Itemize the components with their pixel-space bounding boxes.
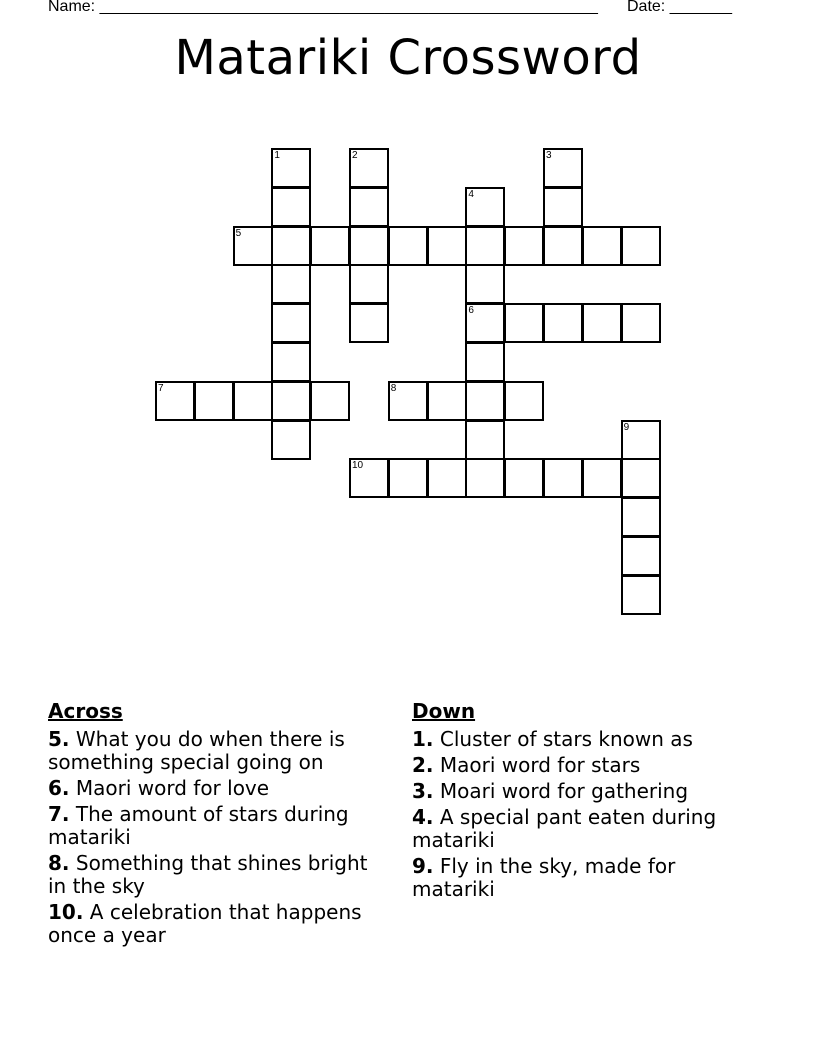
crossword-cell[interactable]	[271, 226, 311, 266]
crossword-cell[interactable]	[388, 458, 428, 498]
clue-number: 7.	[48, 802, 70, 826]
crossword-cell[interactable]	[427, 226, 467, 266]
clue-number: 4.	[412, 805, 434, 829]
crossword-cell[interactable]	[427, 458, 467, 498]
crossword-cell[interactable]	[194, 381, 234, 421]
crossword-cell[interactable]	[310, 381, 350, 421]
cell-number: 7	[158, 382, 164, 394]
crossword-cell[interactable]	[621, 458, 661, 498]
crossword-cell[interactable]	[465, 420, 505, 460]
clue-text: A celebration that happens once a year	[48, 900, 362, 947]
crossword-cell[interactable]	[465, 303, 505, 343]
crossword-cell[interactable]	[504, 303, 544, 343]
crossword-cell[interactable]	[465, 458, 505, 498]
clue-item	[48, 901, 388, 947]
down-clues	[412, 700, 752, 904]
clue-item	[412, 780, 752, 803]
crossword-cell[interactable]	[465, 381, 505, 421]
cell-number: 8	[390, 382, 397, 394]
crossword-cell[interactable]	[233, 226, 273, 266]
crossword-cell[interactable]	[271, 264, 311, 304]
cell-number: 5	[235, 227, 242, 239]
clue-text: Fly in the sky, made for matariki	[412, 854, 676, 901]
crossword-cell[interactable]	[388, 226, 428, 266]
crossword-cell[interactable]	[465, 264, 505, 304]
cell-number: 6	[468, 305, 474, 317]
clue-number: 1.	[412, 727, 434, 751]
across-heading: Across	[48, 699, 123, 723]
crossword-cell[interactable]	[465, 226, 505, 266]
across-clues	[48, 700, 388, 950]
crossword-cell[interactable]	[349, 148, 389, 188]
clue-item	[412, 855, 752, 901]
crossword-cell[interactable]	[271, 187, 311, 227]
crossword-cell[interactable]	[271, 148, 311, 188]
clue-number: 5.	[48, 727, 70, 751]
crossword-cell[interactable]	[504, 458, 544, 498]
crossword-cell[interactable]	[349, 458, 389, 498]
crossword-cell[interactable]	[543, 148, 583, 188]
clue-text: What you do when there is something special going on	[48, 727, 345, 774]
crossword-cell[interactable]	[504, 381, 544, 421]
cell-number: 2	[352, 150, 358, 161]
crossword-cell[interactable]	[310, 226, 350, 266]
crossword-cell[interactable]	[388, 381, 428, 421]
crossword-cell[interactable]	[543, 226, 583, 266]
crossword-cell[interactable]	[543, 303, 583, 343]
crossword-cell[interactable]	[582, 458, 622, 498]
page-title: Matariki Crossword	[174, 30, 642, 86]
clue-text: Maori word for stars	[433, 753, 641, 777]
clue-text: Something that shines bright in the sky	[48, 851, 368, 898]
crossword-cell[interactable]	[621, 303, 661, 343]
crossword-cell[interactable]	[271, 303, 311, 343]
date-field-label: Date: _______	[627, 0, 732, 15]
crossword-cell[interactable]	[465, 187, 505, 227]
clue-item	[48, 728, 388, 774]
crossword-cell[interactable]	[621, 575, 661, 615]
clue-number: 10.	[48, 900, 84, 924]
crossword-cell[interactable]	[621, 420, 661, 460]
clue-item	[48, 852, 388, 898]
crossword-cell[interactable]	[543, 458, 583, 498]
crossword-cell[interactable]	[504, 226, 544, 266]
clue-text: Maori word for love	[69, 776, 270, 800]
clue-number: 2.	[412, 753, 434, 777]
cell-number: 1	[274, 150, 280, 161]
clue-number: 6.	[48, 776, 70, 800]
cell-number: 9	[623, 421, 630, 433]
crossword-cell[interactable]	[271, 381, 311, 421]
crossword-cell[interactable]	[271, 420, 311, 460]
crossword-cell[interactable]	[271, 342, 311, 382]
down-clue-list	[412, 728, 752, 901]
across-clue-list	[48, 728, 388, 947]
clue-item	[48, 803, 388, 849]
crossword-cell[interactable]	[427, 381, 467, 421]
crossword-cell[interactable]	[582, 226, 622, 266]
clue-item	[412, 754, 752, 777]
clue-number: 8.	[48, 851, 70, 875]
clue-item	[412, 806, 752, 852]
cell-number: 4	[468, 188, 474, 200]
crossword-cell[interactable]	[621, 497, 661, 537]
down-heading: Down	[412, 699, 476, 723]
name-field-label: Name: ________________________________________________________	[48, 0, 598, 15]
crossword-cell[interactable]	[155, 381, 195, 421]
clue-number: 3.	[412, 779, 434, 803]
clue-item	[48, 777, 388, 800]
clue-text: A special pant eaten during matariki	[412, 805, 717, 852]
cell-number: 10	[352, 460, 364, 472]
cell-number: 3	[546, 150, 552, 161]
crossword-cell[interactable]	[465, 342, 505, 382]
clue-text: Moari word for gathering	[433, 779, 689, 803]
crossword-cell[interactable]	[349, 226, 389, 266]
clue-text: The amount of stars during matariki	[48, 802, 349, 849]
clue-number: 9.	[412, 854, 434, 878]
clue-item	[412, 728, 752, 751]
crossword-cell[interactable]	[621, 226, 661, 266]
crossword-cell[interactable]	[349, 264, 389, 304]
crossword-cell[interactable]	[233, 381, 273, 421]
crossword-cell[interactable]	[543, 187, 583, 227]
crossword-cell[interactable]	[349, 187, 389, 227]
crossword-cell[interactable]	[349, 303, 389, 343]
crossword-cell[interactable]	[582, 303, 622, 343]
crossword-cell[interactable]	[621, 536, 661, 576]
clue-text: Cluster of stars known as	[433, 727, 693, 751]
